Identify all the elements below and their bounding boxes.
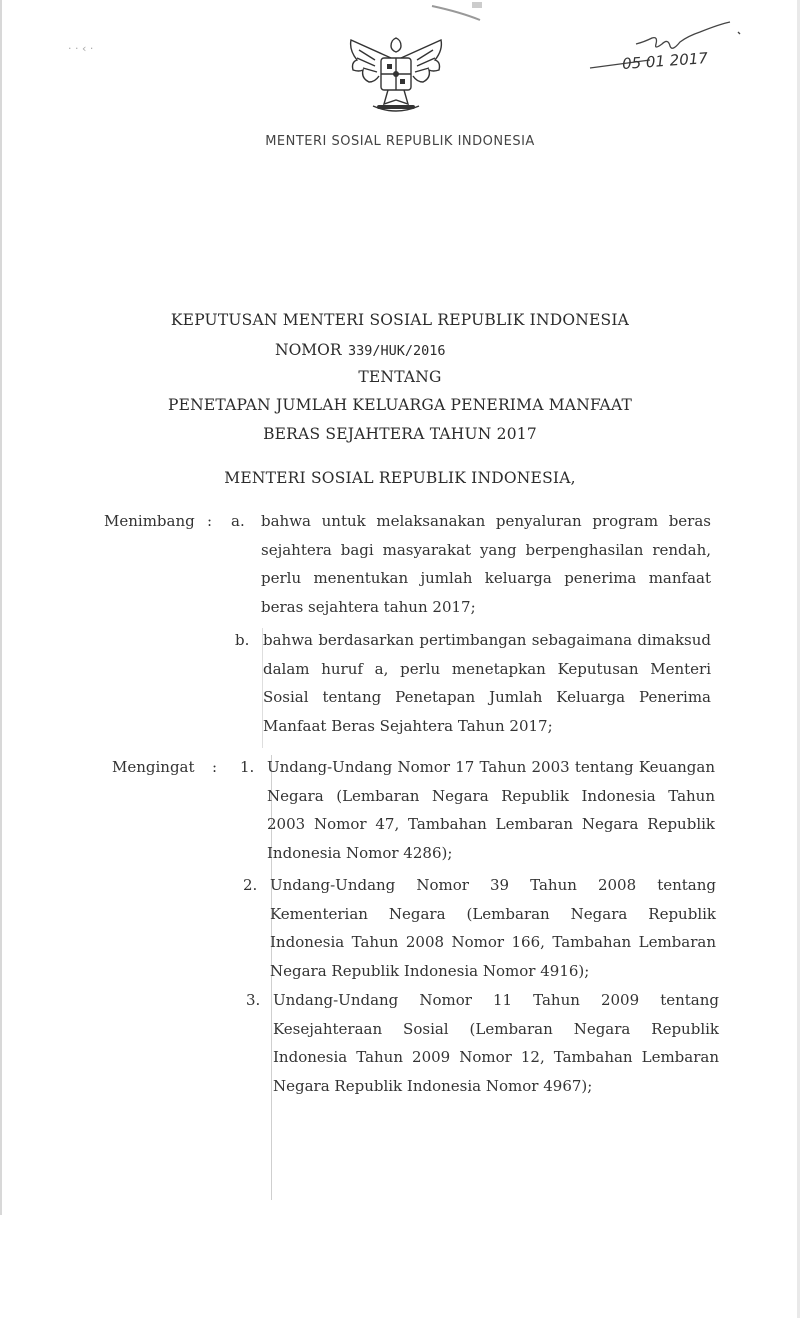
tentang-heading: TENTANG [358,368,442,386]
decree-subject-line2: BERAS SEJAHTERA TAHUN 2017 [263,425,537,443]
list-item-marker: 1. [240,758,255,776]
menimbang-label: Menimbang [104,512,195,530]
handwritten-date: 05 01 2017 [621,49,709,73]
scan-edge-left [0,0,2,1215]
list-item-marker: a. [231,512,245,530]
nomor-value: 339/HUK/2016 [348,343,446,359]
list-item-marker: b. [235,631,250,649]
mengingat-colon: : [212,758,218,776]
decree-title: KEPUTUSAN MENTERI SOSIAL REPUBLIK INDONESIA [170,311,630,329]
menimbang-colon: : [207,512,213,530]
list-item-text: Undang-Undang Nomor 39 Tahun 2008 tentang Kementerian Negara (Lembaran Negara Republik Indonesia Tahun 2008 Nomor 166, Tambahan Lembaran Negara Republik Indonesia Nomor 4916); [270,876,716,980]
scan-mark: · · ‹ · [68,42,94,55]
list-item-text: bahwa untuk melaksanakan penyaluran program beras sejahtera bagi masyarakat yang berpenghasilan rendah, perlu menentukan jumlah keluarga penerima manfaat beras sejahtera tahun 2017; [261,512,711,616]
ministry-heading: MENTERI SOSIAL REPUBLIK INDONESIA [265,134,535,149]
nomor-label: NOMOR [275,341,342,359]
list-item-text: Undang-Undang Nomor 11 Tahun 2009 tentang Kesejahteraan Sosial (Lembaran Negara Republik Indonesia Tahun 2009 Nomor 12, Tambahan Lembaran Negara Republik Indonesia Nomor 4967); [273,991,719,1095]
list-item-text: bahwa berdasarkan pertimbangan sebagaimana dimaksud dalam huruf a, perlu menetapkan Keputusan Menteri Sosial tentang Penetapan Jumlah Keluarga Penerima Manfaat Beras Sejahtera Tahun 2017; [263,631,711,735]
scan-smudge [430,2,490,24]
list-item-text: Undang-Undang Nomor 17 Tahun 2003 tentang Keuangan Negara (Lembaran Negara Republik Indonesia Tahun 2003 Nomor 47, Tambahan Lembaran Negara Republik Indonesia Nomor 4286); [267,758,715,862]
issuer-line: MENTERI SOSIAL REPUBLIK INDONESIA, [224,469,576,487]
garuda-emblem-icon [343,28,449,122]
list-item-marker: 2. [243,876,258,894]
list-item-marker: 3. [246,991,261,1009]
decree-subject-line1: PENETAPAN JUMLAH KELUARGA PENERIMA MANFAAT [167,396,633,414]
mengingat-label: Mengingat [112,758,195,776]
